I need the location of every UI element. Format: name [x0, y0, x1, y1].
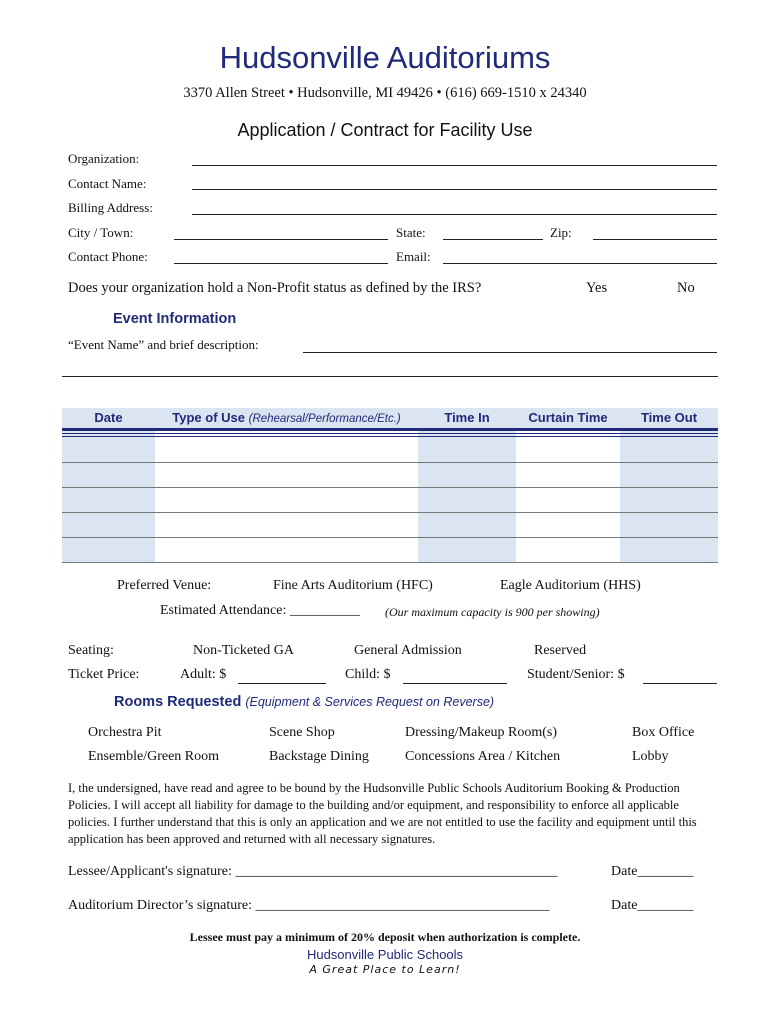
seating-option-reserved[interactable]: Reserved — [534, 643, 587, 658]
ticket-price-label: Ticket Price: — [68, 667, 140, 682]
lessee-date-line[interactable]: Date________ — [611, 864, 694, 879]
footer-tagline: A Great Place to Learn! — [309, 963, 461, 976]
nonprofit-question: Does your organization hold a Non-Profit status as defined by the IRS? — [68, 280, 482, 296]
state-label: State: — [396, 225, 426, 240]
column-header-date: Date — [94, 410, 123, 425]
zip-label: Zip: — [550, 225, 572, 240]
rooms-heading-label: Rooms Requested — [114, 694, 242, 710]
child-price-field[interactable] — [403, 683, 507, 684]
email-label: Email: — [396, 249, 431, 264]
billing-address-label: Billing Address: — [68, 200, 153, 215]
page-title: Hudsonville Auditoriums — [219, 40, 551, 75]
table-row[interactable] — [62, 462, 718, 463]
director-signature-line[interactable]: Auditorium Director’s signature: __________________________________________ — [68, 898, 550, 913]
column-header-type — [155, 408, 418, 428]
column-header-curtain-time: Curtain Time — [528, 410, 608, 425]
room-dressing-makeup[interactable]: Dressing/Makeup Room(s) — [405, 725, 558, 740]
room-ensemble-green[interactable]: Ensemble/Green Room — [88, 749, 220, 764]
footer-org-name: Hudsonville Public Schools — [306, 947, 464, 962]
room-box-office[interactable]: Box Office — [632, 725, 695, 740]
room-lobby[interactable]: Lobby — [632, 749, 669, 764]
nonprofit-yes-option[interactable]: Yes — [586, 280, 608, 296]
state-field[interactable] — [443, 239, 543, 240]
email-field[interactable] — [443, 263, 717, 264]
adult-price-field[interactable] — [238, 683, 326, 684]
type-main-label: Type of Use — [172, 410, 245, 425]
form-subtitle: Application / Contract for Facility Use — [237, 120, 533, 140]
student-price-field[interactable] — [643, 683, 717, 684]
date-column-shade — [62, 408, 155, 562]
director-date-line[interactable]: Date________ — [611, 898, 694, 913]
header-rule-top — [62, 428, 718, 431]
header-rule-mid — [62, 433, 718, 434]
rooms-heading — [114, 694, 494, 710]
lessee-signature-line[interactable]: Lessee/Applicant's signature: ______________________________________________ — [68, 864, 558, 879]
phone-label: Contact Phone: — [68, 249, 148, 264]
city-label: City / Town: — [68, 225, 134, 240]
event-description-line[interactable] — [62, 376, 718, 377]
rooms-hint: (Equipment & Services Request on Reverse) — [245, 695, 495, 709]
seating-option-general[interactable]: General Admission — [354, 643, 462, 658]
deposit-note: Lessee must pay a minimum of 20% deposit when authorization is complete. — [189, 930, 581, 944]
zip-field[interactable] — [593, 239, 717, 240]
nonprofit-no-option[interactable]: No — [677, 280, 695, 296]
attendance-note: (Our maximum capacity is 900 per showing) — [385, 605, 600, 619]
column-header-time-in: Time In — [444, 410, 490, 425]
time-out-column-shade — [620, 408, 718, 562]
venue-option-hfc[interactable]: Fine Arts Auditorium (HFC) — [273, 578, 433, 593]
seating-label: Seating: — [68, 643, 114, 658]
event-info-heading: Event Information — [113, 311, 237, 327]
child-price-label: Child: $ — [345, 667, 391, 682]
phone-field[interactable] — [174, 263, 388, 264]
room-orchestra-pit[interactable]: Orchestra Pit — [88, 725, 162, 740]
table-row[interactable] — [62, 512, 718, 513]
organization-field[interactable] — [192, 165, 717, 166]
organization-label: Organization: — [68, 151, 140, 166]
time-in-column-shade — [418, 408, 516, 562]
student-price-label: Student/Senior: $ — [527, 667, 625, 682]
table-row[interactable] — [62, 487, 718, 488]
attendance-label[interactable]: Estimated Attendance: __________ — [160, 603, 360, 618]
table-row[interactable] — [62, 537, 718, 538]
city-field[interactable] — [174, 239, 388, 240]
venue-label: Preferred Venue: — [117, 578, 212, 593]
event-name-label: “Event Name” and brief description: — [68, 337, 259, 352]
agreement-text: I, the undersigned, have read and agree to be bound by the Hudsonville Public Schools Auditorium Booking & Production Policies. I will accept all liability for damage to the building and/or equipment, and responsibility to enforce all applicable policies. I further understand that this is only an application and we are not entitled to use the facility and equipment until this application has been approved and returned with all necessary signatures. — [68, 781, 697, 846]
address-line: 3370 Allen Street • Hudsonville, MI 49426 • (616) 669-1510 x 24340 — [183, 85, 587, 101]
adult-price-label: Adult: $ — [180, 667, 227, 682]
table-row[interactable] — [62, 562, 718, 563]
venue-option-hhs[interactable]: Eagle Auditorium (HHS) — [500, 578, 641, 593]
column-header-time-out: Time Out — [640, 410, 698, 425]
event-name-field[interactable] — [303, 352, 717, 353]
seating-option-nonticketed[interactable]: Non-Ticketed GA — [193, 643, 294, 658]
room-backstage-dining[interactable]: Backstage Dining — [269, 749, 369, 764]
billing-address-field[interactable] — [192, 214, 717, 215]
contact-name-label: Contact Name: — [68, 176, 147, 191]
contact-name-field[interactable] — [192, 189, 717, 190]
header-rule-bottom — [62, 436, 718, 437]
room-concessions[interactable]: Concessions Area / Kitchen — [405, 749, 561, 764]
type-hint-label: (Rehearsal/Performance/Etc.) — [248, 413, 401, 425]
room-scene-shop[interactable]: Scene Shop — [269, 725, 335, 740]
